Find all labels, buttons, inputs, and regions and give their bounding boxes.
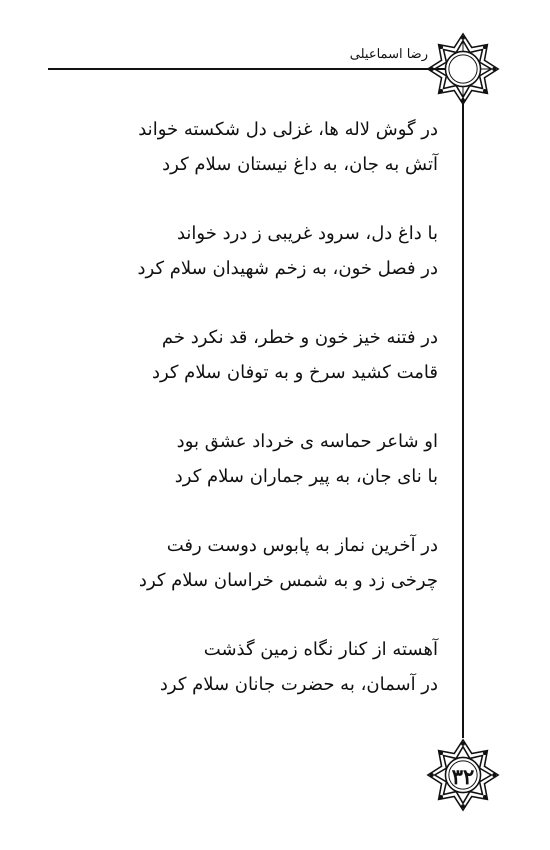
page-number: ۳۲ — [451, 763, 475, 789]
stanza — [138, 112, 438, 182]
poem-line: در فتنه خیز خون و خطر، قد نکرد خم — [161, 327, 438, 348]
stanza — [138, 216, 438, 286]
poem-line: قامت کشید سرخ و به توفان سلام کرد — [151, 362, 438, 383]
stanza — [138, 320, 438, 390]
poem-line: آهسته از کنار نگاه زمین گذشت — [203, 639, 438, 660]
poem-line: آتش به جان، به داغ نیستان سلام کرد — [162, 154, 438, 175]
poem-line: با نای جان، به پیر جماران سلام کرد — [174, 466, 438, 487]
poem-line: او شاعر حماسه ی خرداد عشق بود — [176, 431, 438, 452]
running-head-author: رضا اسماعیلی — [349, 47, 428, 62]
poem-line: در آخرین نماز به پابوس دوست رفت — [166, 535, 438, 556]
poem-line: در آسمان، به حضرت جانان سلام کرد — [159, 674, 438, 695]
poem-line: در فصل خون، به زخم شهیدان سلام کرد — [137, 258, 438, 279]
stanza — [138, 424, 438, 494]
poem-line: در گوش لاله ها، غزلی دل شکسته خواند — [138, 119, 438, 140]
poem-line: چرخی زد و به شمس خراسان سلام کرد — [138, 570, 438, 591]
header-rule — [48, 68, 446, 70]
poem — [138, 112, 438, 736]
stanza — [138, 632, 438, 702]
poem-line: با داغ دل، سرود غریبی ز درد خواند — [176, 223, 438, 244]
margin-rule — [462, 98, 464, 738]
stanza — [138, 528, 438, 598]
